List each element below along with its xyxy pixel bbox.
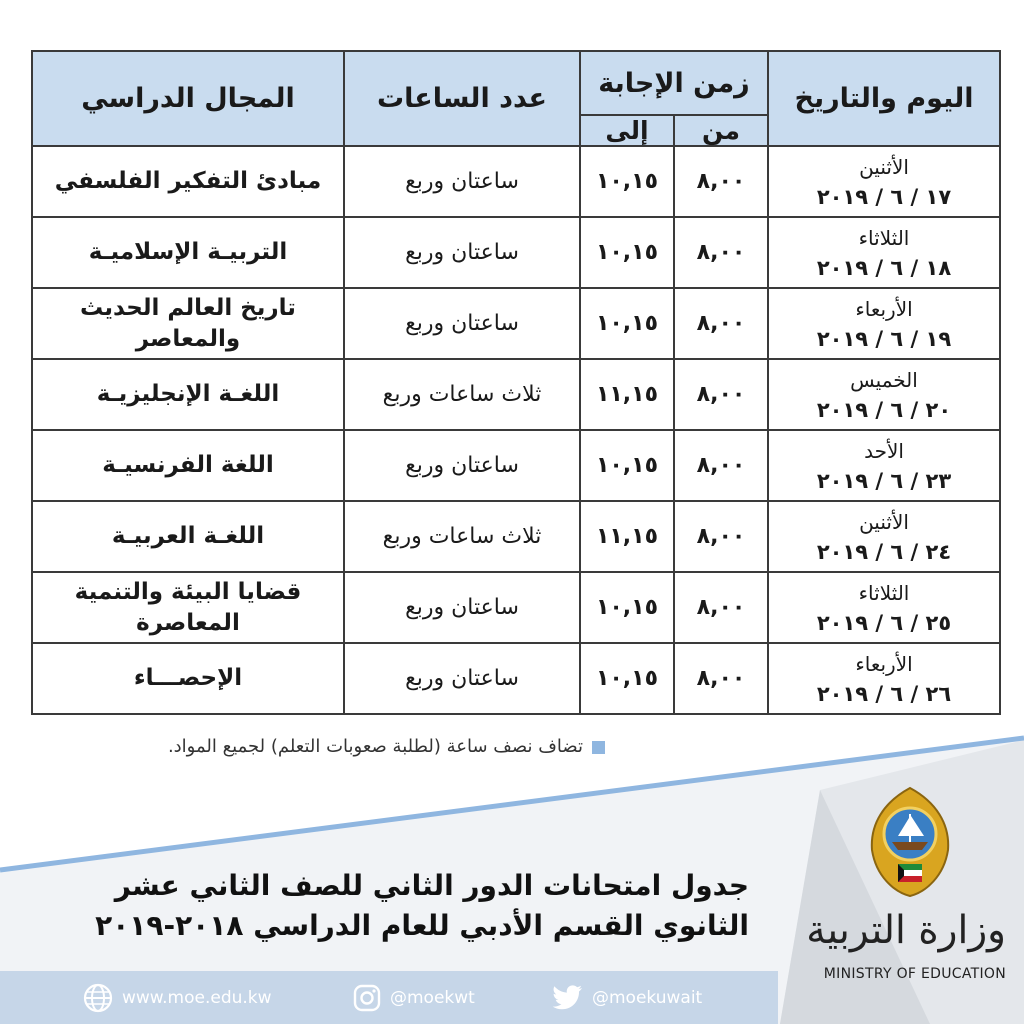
subject-name: اللغـة العربيـة xyxy=(32,501,344,572)
subject-name: تاريخ العالم الحديث والمعاصر xyxy=(32,288,344,359)
start-time: ٨,٠٠ xyxy=(674,572,768,643)
title-line-1: جدول امتحانات الدور الثاني للصف الثاني عشر xyxy=(114,869,749,902)
header-answer-time: زمن الإجابة xyxy=(580,51,768,115)
ministry-name-english: MINISTRY OF EDUCATION xyxy=(823,966,1006,982)
title-line-2: الثانوي القسم الأدبي للعام الدراسي ٢٠١٨-٢٠١٩ xyxy=(95,909,749,942)
subject-name: اللغـة الإنجليزيـة xyxy=(32,359,344,430)
start-time: ٨,٠٠ xyxy=(674,288,768,359)
exam-date: ١٩ / ٦ / ٢٠١٩ xyxy=(816,326,952,351)
exam-date: ١٧ / ٦ / ٢٠١٩ xyxy=(816,184,952,209)
kuwait-emblem-icon xyxy=(862,784,958,900)
exam-date: ٢٤ / ٦ / ٢٠١٩ xyxy=(816,539,952,564)
square-bullet-icon xyxy=(592,741,605,754)
end-time: ١٠,١٥ xyxy=(580,643,674,714)
day-date-cell xyxy=(768,146,1000,217)
twitter-icon xyxy=(552,984,584,1012)
exam-schedule-table-wrapper xyxy=(31,50,999,715)
exam-date: ٢٠ / ٦ / ٢٠١٩ xyxy=(816,397,952,422)
exam-date: ٢٥ / ٦ / ٢٠١٩ xyxy=(816,610,952,635)
day-name: الأربعاء xyxy=(855,296,913,321)
start-time: ٨,٠٠ xyxy=(674,146,768,217)
day-date-cell xyxy=(768,501,1000,572)
end-time: ١٠,١٥ xyxy=(580,288,674,359)
header-from: من xyxy=(674,115,768,146)
table-row xyxy=(32,572,1000,643)
website-text: www.moe.edu.kw xyxy=(122,988,272,1008)
day-name: الأربعاء xyxy=(855,651,913,676)
duration: ساعتان وربع xyxy=(344,217,580,288)
website-link[interactable] xyxy=(82,980,272,1016)
day-date-cell xyxy=(768,288,1000,359)
end-time: ١٠,١٥ xyxy=(580,146,674,217)
exam-date: ٢٦ / ٦ / ٢٠١٩ xyxy=(816,681,952,706)
subject-name: التربيـة الإسلاميـة xyxy=(32,217,344,288)
day-date-cell xyxy=(768,430,1000,501)
day-date-cell xyxy=(768,359,1000,430)
table-row xyxy=(32,288,1000,359)
table-row xyxy=(32,430,1000,501)
day-name: الثلاثاء xyxy=(858,580,910,605)
day-name: الأثنين xyxy=(859,509,909,534)
header-subject: المجال الدراسي xyxy=(32,51,344,146)
subject-name: مبادئ التفكير الفلسفي xyxy=(32,146,344,217)
twitter-link[interactable] xyxy=(552,980,702,1016)
start-time: ٨,٠٠ xyxy=(674,430,768,501)
instagram-icon xyxy=(352,983,382,1013)
subject-name: الإحصـــاء xyxy=(32,643,344,714)
table-row xyxy=(32,146,1000,217)
header-to: إلى xyxy=(580,115,674,146)
duration: ثلاث ساعات وربع xyxy=(344,359,580,430)
twitter-text: @moekuwait xyxy=(592,988,703,1008)
duration: ساعتان وربع xyxy=(344,288,580,359)
start-time: ٨,٠٠ xyxy=(674,217,768,288)
end-time: ١٠,١٥ xyxy=(580,217,674,288)
day-date-cell xyxy=(768,572,1000,643)
day-name: الثلاثاء xyxy=(858,225,910,250)
start-time: ٨,٠٠ xyxy=(674,643,768,714)
duration: ساعتان وربع xyxy=(344,572,580,643)
end-time: ١١,١٥ xyxy=(580,359,674,430)
end-time: ١١,١٥ xyxy=(580,501,674,572)
ministry-name-arabic: وزارة التربية xyxy=(806,908,1006,953)
duration: ساعتان وربع xyxy=(344,146,580,217)
duration: ثلاث ساعات وربع xyxy=(344,501,580,572)
duration: ساعتان وربع xyxy=(344,430,580,501)
header-hours: عدد الساعات xyxy=(344,51,580,146)
table-row xyxy=(32,359,1000,430)
day-date-cell xyxy=(768,217,1000,288)
subject-name: اللغة الفرنسيـة xyxy=(32,430,344,501)
start-time: ٨,٠٠ xyxy=(674,359,768,430)
day-name: الخميس xyxy=(850,367,918,392)
document-title xyxy=(95,866,749,946)
globe-icon xyxy=(82,982,114,1014)
table-row xyxy=(32,217,1000,288)
end-time: ١٠,١٥ xyxy=(580,430,674,501)
header-day-date: اليوم والتاريخ xyxy=(768,51,1000,146)
table-row xyxy=(32,501,1000,572)
subject-name: قضايا البيئة والتنمية المعاصرة xyxy=(32,572,344,643)
table-row xyxy=(32,643,1000,714)
exam-schedule-table xyxy=(31,50,1001,715)
day-name: الأثنين xyxy=(859,154,909,179)
exam-date: ٢٣ / ٦ / ٢٠١٩ xyxy=(816,468,952,493)
start-time: ٨,٠٠ xyxy=(674,501,768,572)
instagram-text: @moekwt xyxy=(390,988,475,1008)
instagram-link[interactable] xyxy=(352,980,475,1016)
footnote-text: تضاف نصف ساعة (لطلبة صعوبات التعلم) لجميع المواد. xyxy=(167,736,583,757)
footnote xyxy=(30,736,605,757)
day-name: الأحد xyxy=(864,438,904,463)
day-date-cell xyxy=(768,643,1000,714)
end-time: ١٠,١٥ xyxy=(580,572,674,643)
duration: ساعتان وربع xyxy=(344,643,580,714)
exam-date: ١٨ / ٦ / ٢٠١٩ xyxy=(816,255,952,280)
